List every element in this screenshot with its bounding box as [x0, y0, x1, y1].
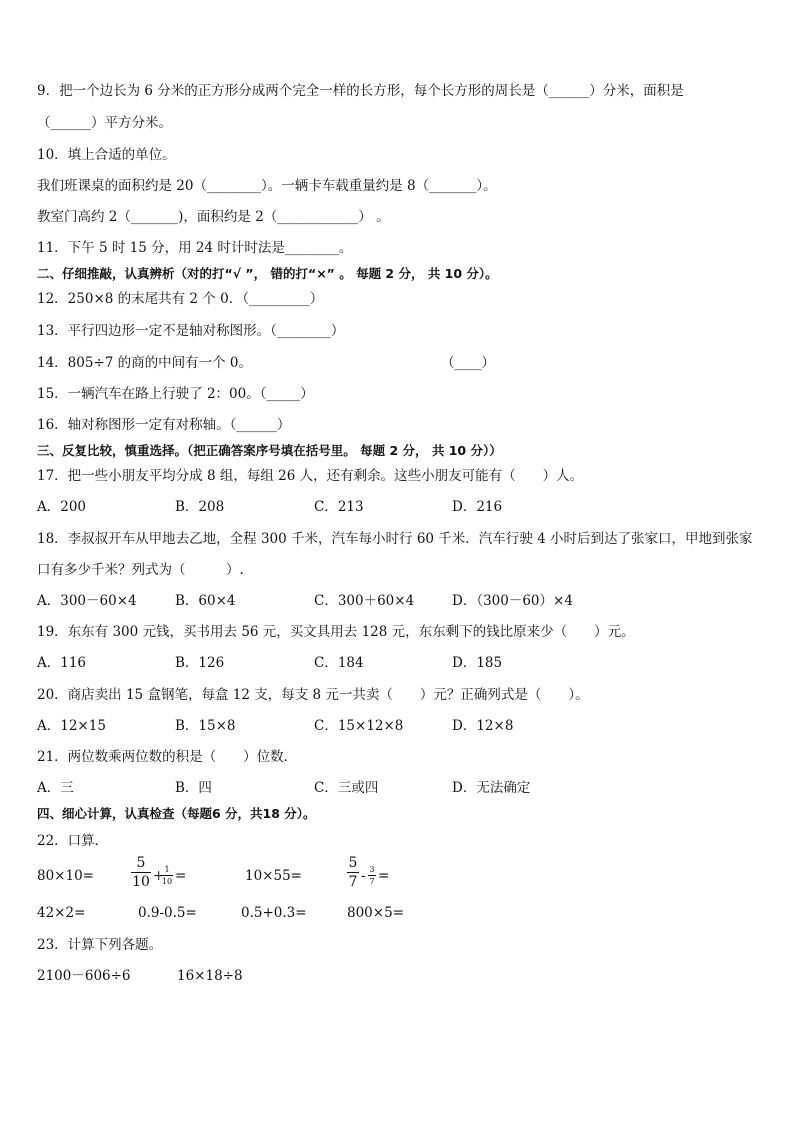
fraction-bar	[131, 872, 151, 873]
option-d: D．216	[452, 499, 503, 515]
question-18-options	[37, 592, 737, 610]
option-d: D．无法确定	[452, 780, 531, 796]
option-b: B．四	[175, 780, 212, 796]
option-c: C．300＋60×4	[314, 593, 415, 609]
section-3-heading: 三、反复比较，慎重选择。（把正确答案序号填在括号里。 每题 2 分， 共 10 分））	[37, 443, 502, 458]
option-d: D．185	[452, 655, 503, 671]
fraction-denominator: 10	[132, 874, 150, 890]
question-13: 13．平行四边形一定不是轴对称图形。（________）	[37, 323, 345, 339]
option-a: A．三	[37, 780, 74, 796]
section-4-heading: 四、细心计算，认真检查（每题6 分，共18 分）。	[37, 806, 316, 821]
question-23: 23．计算下列各题。	[37, 937, 163, 953]
question-9-line1: 9．把一个边长为 6 分米的正方形分成两个完全一样的长方形，每个长方形的周长是（______）分米，面积是	[37, 83, 684, 99]
small-fraction-3-7	[368, 865, 376, 886]
fraction-denominator: 7	[348, 874, 358, 890]
fraction-numerator: 1	[164, 865, 170, 874]
question-11: 11．下午 5 时 15 分，用 24 时计时法是________。	[37, 240, 353, 256]
option-b: B．60×4	[175, 593, 236, 609]
option-c: C．15×12×8	[314, 718, 404, 734]
fraction-numerator: 5	[348, 855, 358, 871]
plus-sign: +	[153, 868, 165, 884]
fraction-bar	[347, 872, 359, 873]
question-14: 14．805÷7 的商的中间有一个 0。	[37, 355, 253, 371]
option-a: A．200	[37, 499, 87, 515]
question-19: 19．东东有 300 元钱，买书用去 56 元，买文具用去 128 元，东东剩下的钱比原来少（ ）元。	[37, 624, 635, 640]
option-a: A．116	[37, 655, 87, 671]
calc-expression-2: 16×18÷8	[177, 968, 243, 984]
question-20-options	[37, 717, 737, 735]
option-d: D．12×8	[452, 718, 514, 734]
question-20: 20．商店卖出 15 盒钢笔，每盒 12 支，每支 8 元一共卖（ ）元？正确列式是（ ）。	[37, 687, 589, 703]
question-17-options	[37, 498, 737, 516]
fraction-5-7	[347, 855, 359, 890]
oral-10x55: 10×55=	[245, 868, 302, 884]
equals-sign: =	[378, 868, 390, 884]
question-10-line-a: 我们班课桌的面积约是 20（________）。一辆卡车载重量约是 8（_______）。	[37, 178, 497, 194]
question-22: 22．口算．	[37, 833, 109, 849]
question-10-line-b: 教室门高约 2（_______)，面积约是 2（____________） 。	[37, 209, 390, 225]
fraction-denominator: 10	[161, 877, 173, 886]
calc-expression-1: 2100－606÷6	[37, 968, 131, 984]
oral-0.9-0.5: 0.9-0.5=	[138, 905, 197, 921]
minus-sign: -	[361, 868, 366, 884]
fraction-denominator: 7	[369, 877, 375, 886]
option-c: C．三或四	[314, 780, 379, 796]
question-21-options	[37, 779, 737, 797]
question-12: 12．250×8 的末尾共有 2 个 0．（_________）	[37, 291, 324, 307]
option-d: D．（300－60）×4	[452, 593, 573, 609]
option-c: C．213	[314, 499, 364, 515]
option-b: B．15×8	[175, 718, 236, 734]
question-9-line2: （______）平方分米。	[37, 115, 172, 131]
question-16: 16．轴对称图形一定有对称轴。（______）	[37, 417, 291, 433]
fraction-bar	[161, 875, 173, 876]
question-17: 17．把一些小朋友平均分成 8 组，每组 26 人，还有剩余。这些小朋友可能有（ ）人。	[37, 468, 584, 484]
question-14-blank: （____）	[441, 355, 495, 371]
oral-800x5: 800×5=	[347, 905, 404, 921]
question-18-line2: 口有多少千米？列式为（ ）.	[37, 562, 244, 578]
small-fraction-1-10	[161, 865, 173, 886]
option-c: C．184	[314, 655, 364, 671]
question-18-line1: 18．李叔叔开车从甲地去乙地，全程 300 千米，汽车每小时行 60 千米．汽车行驶 4 小时后到达了张家口，甲地到张家	[37, 531, 753, 547]
question-10: 10．填上合适的单位。	[37, 147, 176, 163]
question-21: 21．两位数乘两位数的积是（ ）位数．	[37, 749, 298, 765]
option-b: B．208	[175, 499, 225, 515]
section-2-heading: 二、仔细推敲，认真辨析（对的打“√ ”， 错的打“×” 。 每题 2 分， 共 10 分）。	[37, 266, 498, 281]
fraction-numerator: 5	[136, 855, 146, 871]
fraction-5-10	[131, 855, 151, 890]
option-a: A．300－60×4	[37, 593, 137, 609]
oral-80x10: 80×10=	[37, 868, 94, 884]
question-19-options	[37, 654, 737, 672]
option-a: A．12×15	[37, 718, 106, 734]
option-b: B．126	[175, 655, 225, 671]
question-15: 15．一辆汽车在路上行驶了 2：00。（_____）	[37, 386, 314, 402]
equals-sign: =	[175, 868, 187, 884]
oral-0.5+0.3: 0.5+0.3=	[241, 905, 307, 921]
fraction-numerator: 3	[369, 865, 375, 874]
oral-42x2: 42×2=	[37, 905, 86, 921]
fraction-bar	[368, 875, 376, 876]
